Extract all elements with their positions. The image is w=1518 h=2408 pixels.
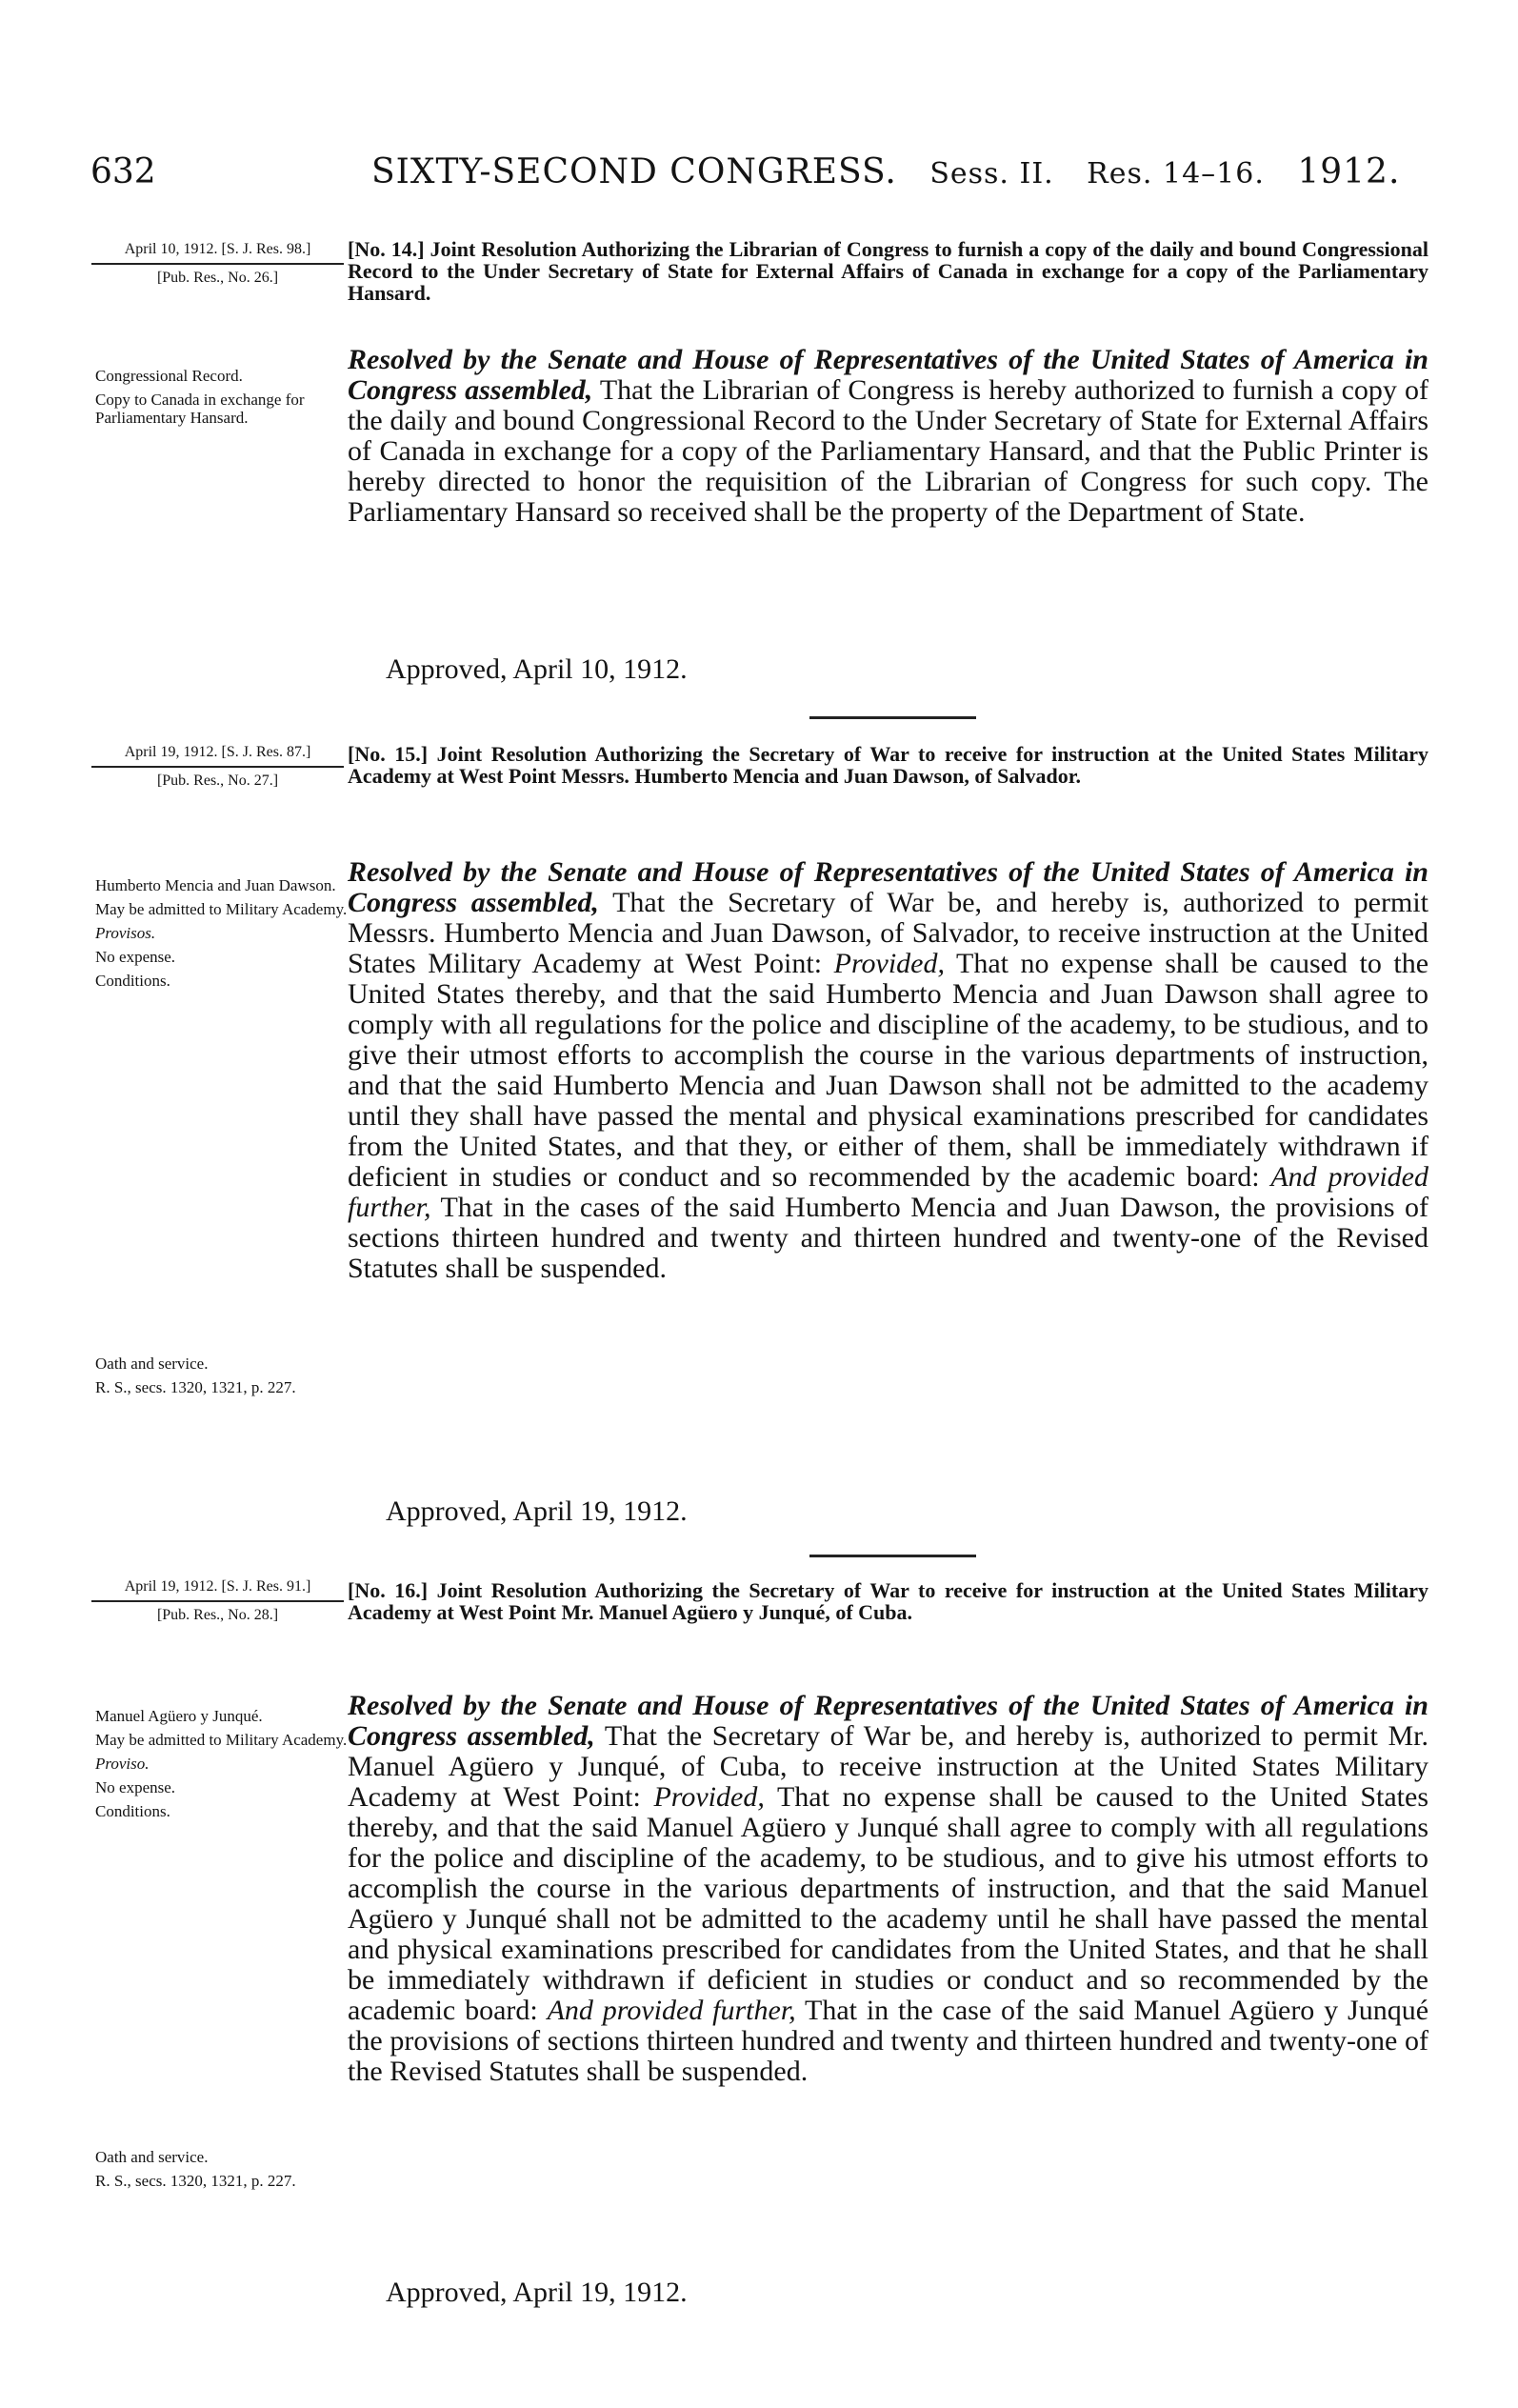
res16-date-ref: April 19, 1912. [S. J. Res. 91.] bbox=[124, 1578, 311, 1595]
res15-ref-rule bbox=[91, 766, 344, 768]
res16-ref-rule bbox=[91, 1600, 344, 1602]
res16-body bbox=[348, 1691, 1428, 2087]
res14-date-ref: April 10, 1912. [S. J. Res. 98.] bbox=[124, 241, 311, 257]
res16-side-note-7: R. S., secs. 1320, 1321, p. 227. bbox=[95, 2172, 296, 2190]
res16-body-text-2: That no expense shall be caused to the United States thereby, and that the said Manuel Agüero y Junqué shall agree to comply with all regulations for the police and discipline of the academy, to be studious, and to give his utmost efforts to accomplish the course in the various departments of instruction, and that the said Manuel Agüero y Junqué shall not be admitted to the academy until he shall have passed the mental and physical examinations prescribed for candidates from the United States, and that he shall be immediately withdrawn if deficient in studies or conduct and so recommended by the academic board: bbox=[348, 1781, 1429, 2026]
res14-body bbox=[348, 345, 1428, 528]
res15-side-note-2: May be admitted to Military Academy. bbox=[95, 900, 348, 918]
res14-enacting-clause: Resolved by the Senate and House of Representatives of the United States of America in Congress assembled, bbox=[348, 344, 1428, 406]
res16-proviso-further: And provided further, bbox=[547, 1995, 796, 2026]
res14-margin-ref bbox=[91, 240, 344, 288]
res16-side-note-4: No expense. bbox=[95, 1778, 176, 1796]
res14-body-text: That the Librarian of Congress is hereby authorized to furnish a copy of the daily and bound Congressional Record to the Under Secretary of State for External Affairs of Canada in exchange for a copy of the Parliamentary Hansard, and that the Public Printer is hereby directed to honor the requisition of the Librarian of Congress for such copy. The Parliamentary Hansard so received shall be the property of the Department of State. bbox=[348, 374, 1428, 528]
res15-date-ref: April 19, 1912. [S. J. Res. 87.] bbox=[124, 744, 311, 760]
res15-enacting-clause: Resolved by the Senate and House of Representatives of the United States of America in Congress assembled, bbox=[348, 856, 1428, 918]
res16-approved: Approved, April 19, 1912. bbox=[386, 2277, 688, 2308]
res16-side-note-2: May be admitted to Military Academy. bbox=[95, 1731, 348, 1749]
res16-body-text-1: That the Secretary of War be, and hereby is, authorized to permit Mr. Manuel Agüero y Junqué, of Cuba, to receive instruction at the United States Military Academy at West Point: bbox=[348, 1720, 1428, 1813]
res15-side-note-7: R. S., secs. 1320, 1321, p. 227. bbox=[95, 1378, 296, 1396]
section-divider-2 bbox=[809, 1555, 976, 1557]
res15-side-notes bbox=[95, 876, 348, 995]
res15-body bbox=[348, 857, 1428, 1284]
resolution-range: Res. 14–16. bbox=[1087, 157, 1265, 191]
page-number: 632 bbox=[90, 152, 156, 191]
res15-heading: [No. 15.] Joint Resolution Authorizing the Secretary of War to receive for instruction at the United States Military Academy at West Point Messrs. Humberto Mencia and Juan Dawson, of Salvador. bbox=[348, 742, 1428, 788]
res15-proviso: Provided, bbox=[833, 948, 945, 979]
running-head bbox=[371, 152, 1421, 191]
page-header bbox=[90, 152, 1428, 210]
res15-side-note-4: No expense. bbox=[95, 948, 176, 966]
res16-enacting-clause: Resolved by the Senate and House of Representatives of the United States of America in Congress assembled, bbox=[348, 1690, 1428, 1752]
res15-body-text-2: That no expense shall be caused to the United States thereby, and that the said Humberto Mencia and Juan Dawson shall agree to comply with all regulations for the police and discipline of the academy, to be studious, and to give their utmost efforts to accomplish the course in the various departments of instruction, and that the said Humberto Mencia and Juan Dawson shall not be admitted to the academy until they shall have passed the mental and physical examinations prescribed for candidates from the United States, and that they, or either of them, shall be immediately withdrawn if deficient in studies or conduct and so recommended by the academic board: bbox=[348, 948, 1429, 1193]
year: 1912. bbox=[1297, 152, 1401, 191]
res15-side-note-5: Conditions. bbox=[95, 972, 170, 990]
res15-proviso-further: And provided further, bbox=[348, 1161, 1428, 1223]
res16-side-note-5: Conditions. bbox=[95, 1802, 170, 1820]
res15-body-text-1: That the Secretary of War be, and hereby is, authorized to permit Messrs. Humberto Mencia and Juan Dawson, of Salvador, to receive instruction at the United States Military Academy at West Point: bbox=[348, 887, 1428, 979]
res14-pub-ref: [Pub. Res., No. 26.] bbox=[156, 270, 279, 286]
res15-side-note-1: Humberto Mencia and Juan Dawson. bbox=[95, 876, 336, 894]
res16-side-notes-lower bbox=[95, 2148, 348, 2196]
res16-pub-ref: [Pub. Res., No. 28.] bbox=[156, 1607, 279, 1623]
res16-margin-ref bbox=[91, 1577, 344, 1625]
res16-heading: [No. 16.] Joint Resolution Authorizing the Secretary of War to receive for instruction at the United States Military Academy at West Point Mr. Manuel Agüero y Junqué, of Cuba. bbox=[348, 1578, 1428, 1624]
res14-heading: [No. 14.] Joint Resolution Authorizing the Librarian of Congress to furnish a copy of the daily and bound Congressional Record to the Under Secretary of State for External Affairs of Canada in exchange for a copy of the Parliamentary Hansard. bbox=[348, 237, 1428, 305]
res14-ref-rule bbox=[91, 263, 344, 265]
res16-side-note-1: Manuel Agüero y Junqué. bbox=[95, 1707, 263, 1725]
res15-approved: Approved, April 19, 1912. bbox=[386, 1495, 688, 1527]
res15-side-note-3: Provisos. bbox=[95, 924, 156, 942]
res14-approved: Approved, April 10, 1912. bbox=[386, 653, 688, 685]
res14-side-note-2: Copy to Canada in exchange for Parliamentary Hansard. bbox=[95, 391, 305, 427]
res15-body-text-3: That in the cases of the said Humberto Mencia and Juan Dawson, the provisions of sections thirteen hundred and twenty and thirteen hundred and twenty-one of the Revised Statutes shall be suspended. bbox=[348, 1192, 1428, 1284]
congress-title: SIXTY-SECOND CONGRESS. bbox=[371, 152, 897, 191]
res14-side-note-1: Congressional Record. bbox=[95, 367, 243, 385]
res15-margin-ref bbox=[91, 743, 344, 791]
res16-proviso: Provided, bbox=[653, 1781, 765, 1813]
session: Sess. II. bbox=[929, 157, 1054, 191]
res15-side-notes-lower bbox=[95, 1354, 348, 1402]
res16-body-text-3: That in the case of the said Manuel Agüero y Junqué the provisions of sections thirteen hundred and twenty and thirteen hundred and twenty-one of the Revised Statutes shall be suspended. bbox=[348, 1995, 1429, 2087]
section-divider-1 bbox=[809, 716, 976, 719]
res16-side-note-3: Proviso. bbox=[95, 1755, 150, 1773]
res16-side-notes bbox=[95, 1707, 348, 1826]
res16-side-note-6: Oath and service. bbox=[95, 2148, 209, 2166]
res15-side-note-6: Oath and service. bbox=[95, 1354, 209, 1373]
res15-pub-ref: [Pub. Res., No. 27.] bbox=[156, 773, 279, 789]
res14-side-notes bbox=[95, 367, 348, 432]
